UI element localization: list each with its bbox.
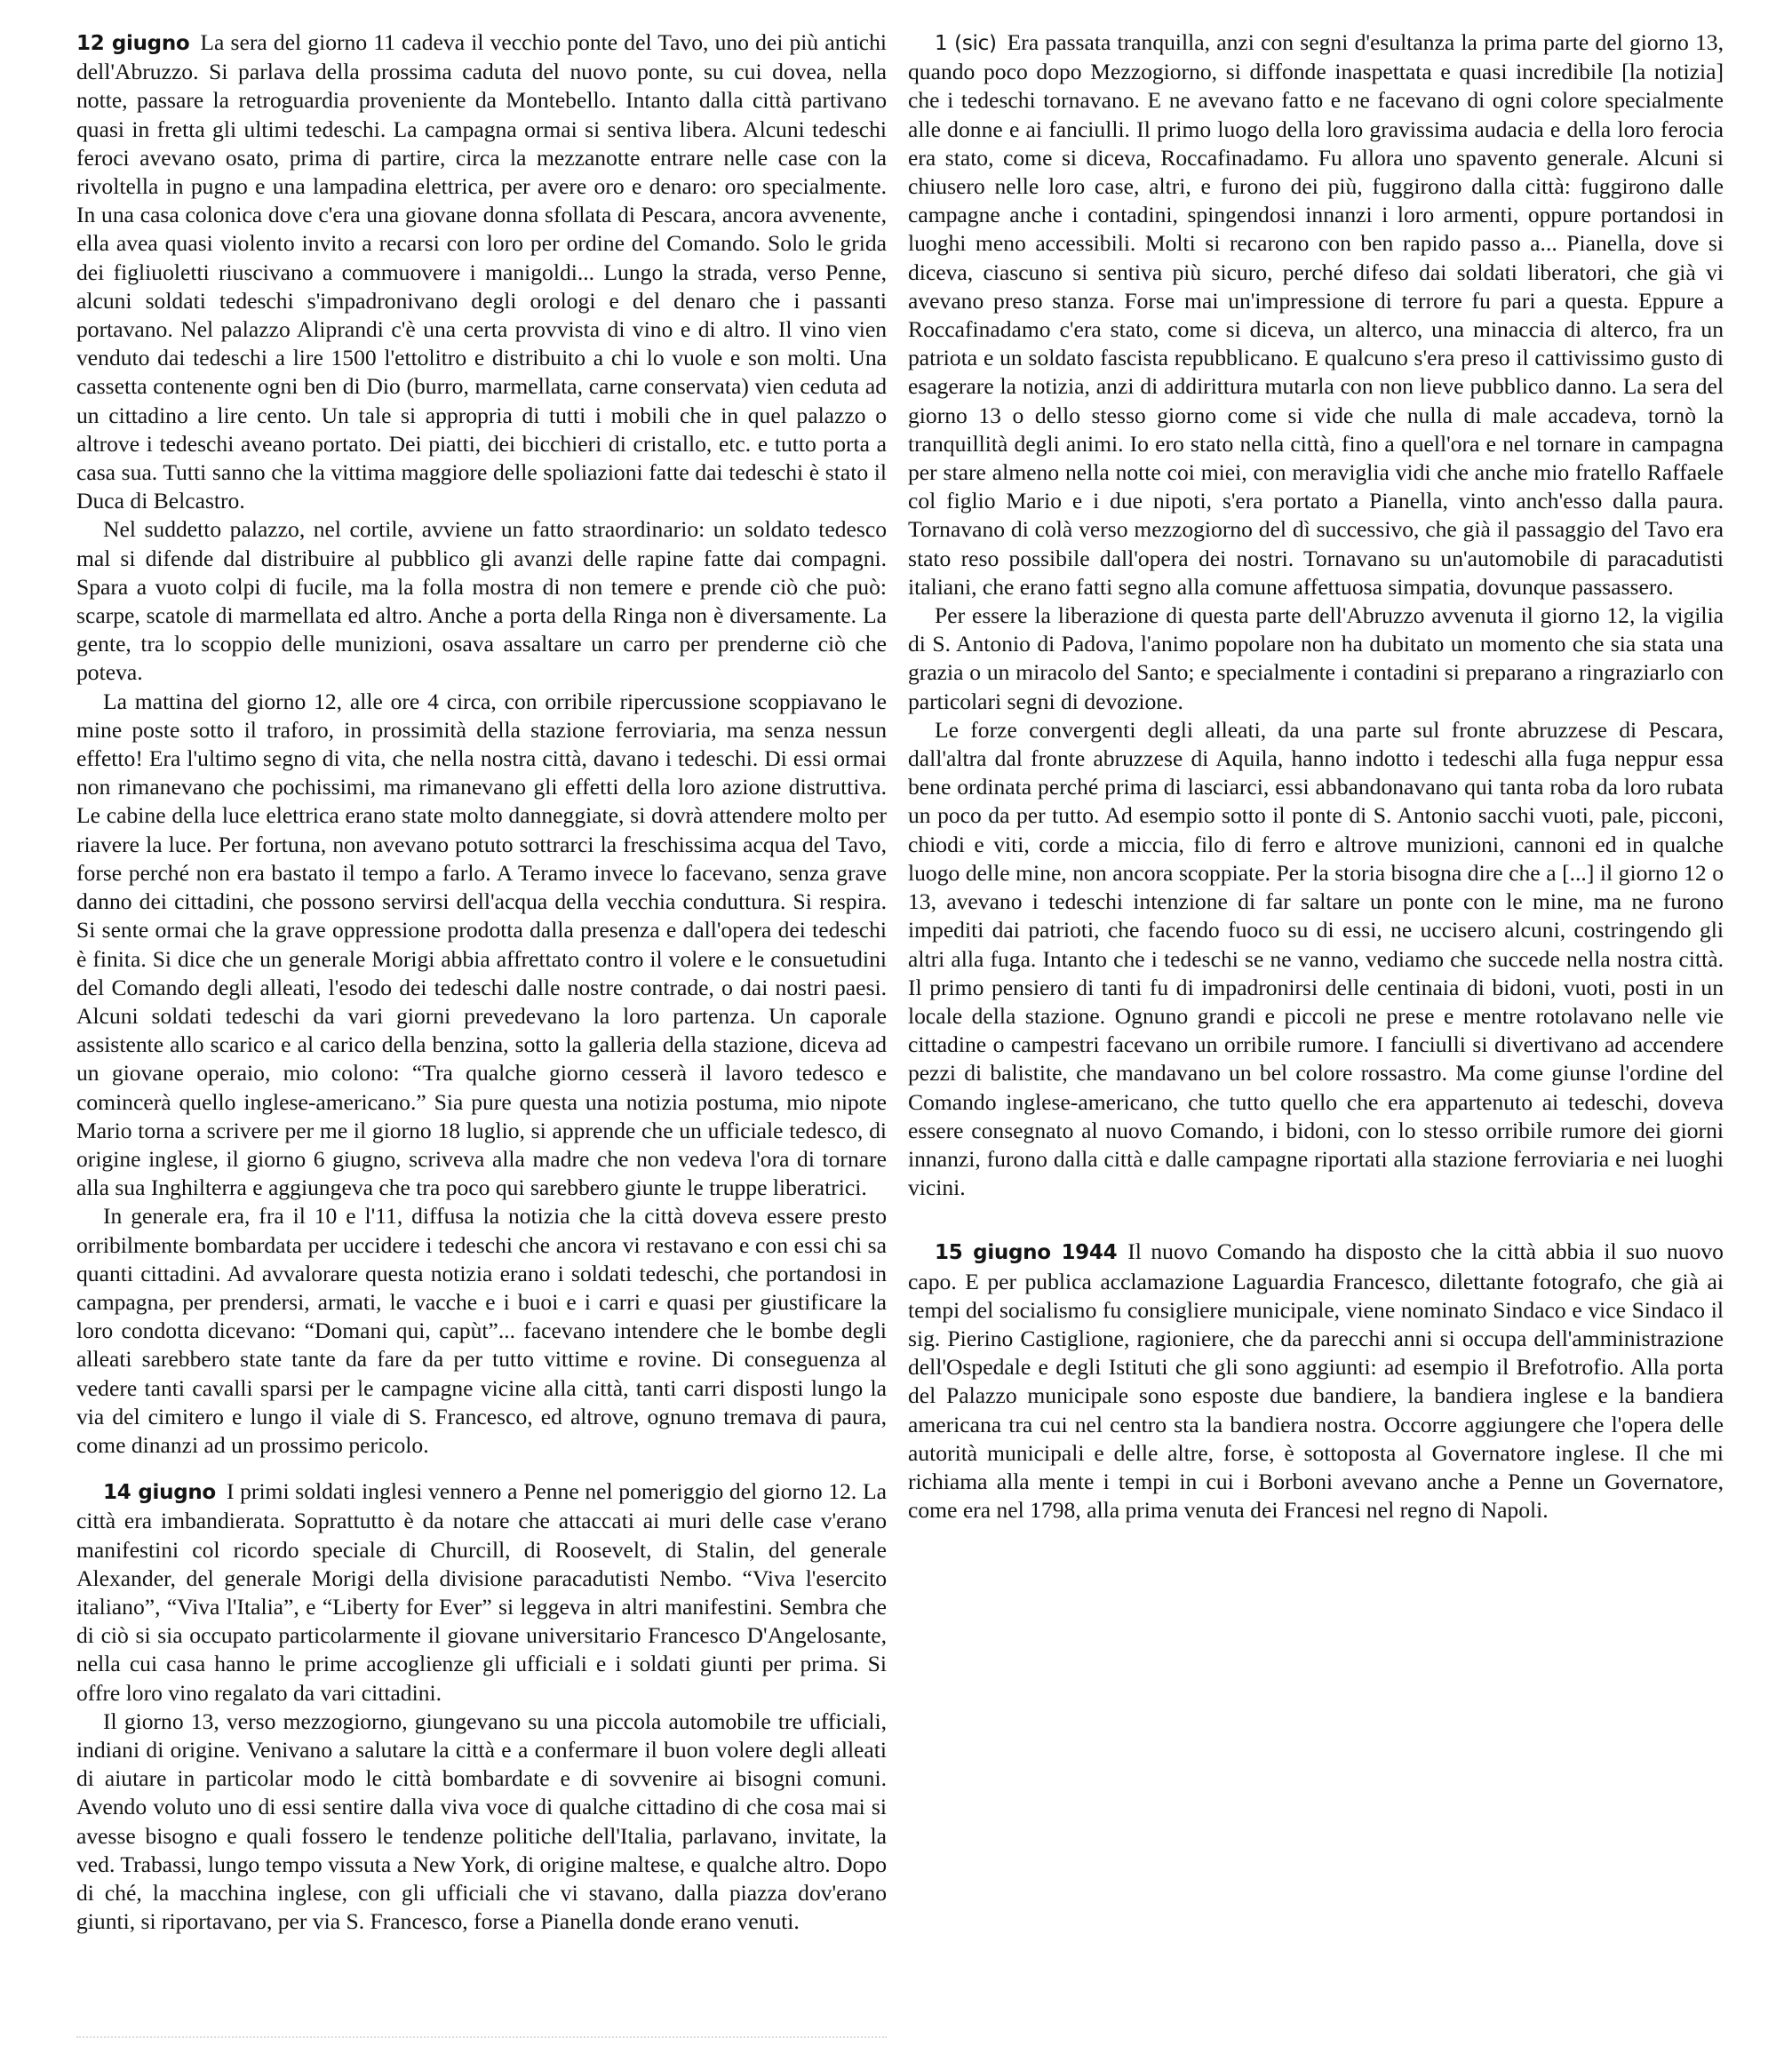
entry-sic-paragraph-2: Per essere la liberazione di questa parte dell'Abruzzo avvenuta il giorno 12, la vigilia di S. Antonio di Padova, l'animo popolare non ha dubitato un momento che sia stata una grazia o un miracolo del Santo; e specialmente i contadini si preparano a ringraziarlo con particolari segni di devozione.: [908, 602, 1724, 714]
page-bottom-artifact: [76, 2036, 887, 2049]
entry-date-15-giugno-1944: 15 giugno 1944: [935, 1241, 1118, 1265]
entry-14-giugno-paragraph-2: Il giorno 13, verso mezzogiorno, giungevano su una piccola automobile tre ufficiali, indiani di origine. Venivano a salutare la città e a confermare il buon volere degli alleati di aiutare in particolar modo le città bombardate e di sovvenire ai bisogni comuni. Avendo voluto uno di essi sentire dalla viva voce di qualche cittadino di che cosa mai si avesse bisogno e quali fossero le tendenze politiche dell'Italia, parlavano, invitate, la ved. Trabassi, lungo tempo vissuta a New York, di origine maltese, e qualche altro. Dopo di ché, la macchina inglese, con gli ufficiali che vi stavano, dalla piazza dov'erano giunti, si riportavano, per via S. Francesco, forse a Pianella donde erano venuti.: [76, 1708, 887, 1935]
entry-sic-paragraph-1: [908, 28, 1724, 601]
paragraph-text: Il nuovo Comando ha disposto che la città abbia il suo nuovo capo. E per publica acclamazione Laguardia Francesco, dilettante fotografo, che già ai tempi del socialismo fu consigliere municipale, viene nominato Sindaco e vice Sindaco il sig. Pierino Castiglione, ragioniere, che da parecchi anni si occupa dell'amministrazione dell'Ospedale e degli Istituti che gli sono aggiunti: ad esempio il Brefotrofio. Alla porta del Palazzo municipale sono esposte due bandiere, la bandiera inglese e la bandiera americana tra cui nel centro sta la bandiera nostra. Occorre aggiungere che l'opera delle autorità municipali e delle altre, forse, è sottoposta al Governatore inglese. Il che mi richiama alla mente i tempi in cui i Borboni avevano anche a Penne un Governatore, come era nel 1798, alla prima venuta dei Francesi nel regno di Napoli.: [908, 1238, 1724, 1524]
entry-12-giugno-paragraph-1: [76, 28, 887, 515]
entry-sic-paragraph-3: Le forze convergenti degli alleati, da una parte sul fronte abruzzese di Pescara, dall'altra dal fronte abruzzese di Aquila, hanno indotto i tedeschi alla fuga neppur essa bene ordinata perché prima di lasciarci, essi abbandonavano qui tanta roba da loro rubata un poco da per tutto. Ad esempio sotto il ponte di S. Antonio sacchi vuoti, pale, picconi, chiodi e viti, corde a miccia, filo di ferro e altrove munizioni, cannoni ed in qualche luogo delle mine, non ancora scoppiate. Per la storia bisogna dire che a [...] il giorno 12 o 13, avevano i tedeschi intenzione di far saltare un ponte con le mine, ma ne furono impediti dai patrioti, che facendo fuoco su di essi, ne uccisero alcuni, costringendo gli altri alla fuga. Intanto che i tedeschi se ne vanno, vediamo che succede nella nostra città. Il primo pensiero di tanti fu di impadronirsi delle centinaia di bidoni, vuoti, posti in un locale della stazione. Ognuno grandi e piccoli ne prese e mentre rotolavano nelle vie cittadine o campestri facevano un orribile rumore. I fanciulli si divertivano ad accendere pezzi di balistite, che mandavano un bel colore rossastro. Ma come giunse l'ordine del Comando inglese-americano, che tutto quello che era appartenuto ai tedeschi, doveva essere consegnato al nuovo Comando, i bidoni, con lo stesso orribile rumore dei giorni innanzi, furono dalla città e dalle campagne riportati alla stazione ferroviaria e nei luoghi vicini.: [908, 716, 1724, 1201]
entry-12-giugno-paragraph-3: La mattina del giorno 12, alle ore 4 circa, con orribile ripercussione scoppiavano le mine poste sotto il traforo, in prossimità della stazione ferroviaria, ma senza nessun effetto! Era l'ultimo segno di vita, che nella nostra città, davano i tedeschi. Di essi ormai non rimanevano che pochissimi, ma rimanevano gli effetti della loro azione distruttiva. Le cabine della luce elettrica erano state molto danneggiate, si dovrà attendere molto per riavere la luce. Per fortuna, non avevano potuto sottrarci la freschissima acqua del Tavo, forse perché non era bastato il tempo a farlo. A Teramo invece lo facevano, senza grave danno dei cittadini, che possono servirsi dell'acqua della vecchia conduttura. Si respira. Si sente ormai che la grave oppressione prodotta dalla presenza e dall'opera dei tedeschi è finita. Si dice che un generale Morigi abbia affrettato contro il volere e le consuetudini del Comando degli alleati, l'esodo dei tedeschi dalle nostre contrade, o dai nostri paesi. Alcuni soldati tedeschi da vari giorni prevedevano la loro partenza. Un caporale assistente allo scarico e al carico della benzina, sotto la galleria della stazione, diceva ad un giovane operaio, mio colono: “Tra qualche giorno cesserà il lavoro tedesco e comincerà quello inglese-americano.” Sia pure questa una notizia postuma, mio nipote Mario torna a scrivere per me il giorno 18 luglio, si apprende che un ufficiale tedesco, di origine inglese, il giorno 6 giugno, scriveva alla madre che non vedeva l'ora di tornare alla sua Inghilterra e aggiungeva che tra poco qui sarebbero giunte le truppe liberatrici.: [76, 688, 887, 1201]
entry-15-giugno-paragraph-1: [908, 1238, 1724, 1525]
right-column: [908, 28, 1724, 1525]
paragraph-text: La sera del giorno 11 cadeva il vecchio ponte del Tavo, uno dei più antichi dell'Abruzzo. Si parlava della prossima caduta del nuovo ponte, su cui dovea, nella notte, passare la retroguardia proveniente da Montebello. Intanto dalla città partivano quasi in fretta gli ultimi tedeschi. La campagna ormai si sentiva libera. Alcuni tedeschi feroci avevano osato, prima di partire, circa la mezzanotte entrare nelle case con la rivoltella in pugno e una lampadina elettrica, per avere oro e denaro: oro specialmente. In una casa colonica dove c'era una giovane donna sfollata di Pescara, ancora avvenente, ella avea quasi violento invito a recarsi con loro per ordine del Comando. Solo le grida dei figliuoletti riuscivano a commuovere i manigoldi... Lungo la strada, verso Penne, alcuni soldati tedeschi s'impadronivano degli orologi e del denaro che i passanti portavano. Nel palazzo Aliprandi c'è una certa provvista di vino e di altro. Il vino vien venduto dai tedeschi a lire 1500 l'ettolitro e distribuito a chi lo vuole e son molti. Una cassetta contenente ogni ben di Dio (burro, marmellata, carne conservata) vien ceduta ad un cittadino a lire cento. Un tale si appropria di tutti i mobili che in quel palazzo o altrove i tedeschi aveano portato. Dei piatti, dei bicchieri di cristallo, etc. e tutto porta a casa sua. Tutti sanno che la vittima maggiore delle spoliazioni fatte dai tedeschi è stato il Duca di Belcastro.: [76, 29, 887, 514]
paragraph-text: I primi soldati inglesi vennero a Penne nel pomeriggio del giorno 12. La città era imbandierata. Soprattutto è da notare che attaccati ai muri delle case v'erano manifestini col ricordo speciale di Churcill, di Roosevelt, di Stalin, del generale Alexander, del generale Morigi della divisione paracadutisti Nembo. “Viva l'esercito italiano”, “Viva l'Italia”, e “Liberty for Ever” si leggeva in altri manifestini. Sembra che di ciò si sia occupato particolarmente il giovane universitario Francesco D'Angelosante, nella cui casa hanno le prime accoglienze gli ufficiali e i soldati giunti per prima. Si offre loro vino regalato da vari cittadini.: [76, 1478, 887, 1706]
entry-date-12-giugno: 12 giugno: [76, 32, 190, 55]
entry-12-giugno-paragraph-2: Nel suddetto palazzo, nel cortile, avviene un fatto straordinario: un soldato tedesco mal si difende dal distribuire al pubblico gli avanzi delle rapine fatte dai compagni. Spara a vuoto colpi di fucile, ma la folla mostra di non temere e prende ciò che può: scarpe, scatole di marmellata ed altro. Anche a porta della Ringa non è diversamente. La gente, tra lo scoppio delle munizioni, osava assaltare un carro per prenderne ciò che poteva.: [76, 516, 887, 686]
left-column: [76, 28, 887, 1936]
entry-date-14-giugno: 14 giugno: [103, 1481, 216, 1505]
entry-12-giugno-paragraph-4: In generale era, fra il 10 e l'11, diffusa la notizia che la città doveva essere presto orribilmente bombardata per uccidere i tedeschi che ancora vi restavano e con essi chi sa quanti cittadini. Ad avvalorare questa notizia erano i soldati tedeschi, che portandosi in campagna, per prendersi, armati, le vacche e i buoi e i carri e quasi per giustificare la loro condotta dicevano: “Domani qui, capùt”... facevano intendere che le bombe degli alleati sarebbero state tante da fare da per tutto vittime e rovine. Di conseguenza al vedere tanti cavalli sparsi per le campagne vicine alla città, tanti carri disposti lungo la via del cimitero e lungo il viale di S. Francesco, ed altrove, ognuno tremava di paura, come dinanzi ad un prossimo pericolo.: [76, 1203, 887, 1458]
entry-14-giugno-paragraph-1: [76, 1477, 887, 1708]
paragraph-text: Era passata tranquilla, anzi con segni d'esultanza la prima parte del giorno 13, quando poco dopo Mezzogiorno, si diffonde inaspettata e quasi incredibile [la notizia] che i tedeschi tornavano. E ne avevano fatto e ne facevano di ogni colore specialmente alle donne e ai fanciulli. Il primo luogo della loro gravissima audacia e della loro ferocia era stato, come si diceva, Roccafinadamo. Fu allora uno spavento generale. Alcuni si chiusero nelle loro case, altri, e furono dei più, fuggirono dalla città: fuggirono dalle campagne anche i contadini, spingendosi innanzi i loro armenti, oppure portandosi in luoghi meno accessibili. Molti si recarono con ben rapido passo a... Pianella, dove si diceva, ciascuno si sentiva più sicuro, perché difeso dai soldati liberatori, che già vi avevano preso stanza. Forse mai un'impressione di terrore fu pari a questa. Eppure a Roccafinadamo c'era stato, come si diceva, un alterco, una minaccia di alterco, fra un patriota e un soldato fascista repubblicano. E qualcuno s'era preso il cattivissimo gusto di esagerare la notizia, anzi di addirittura mutarla con non lieve pubblico danno. La sera del giorno 13 o dello stesso giorno come si vide che nulla di male accadeva, tornò la tranquillità degli animi. Io ero stato nella città, fino a quell'ora e nel tornare in campagna per stare almeno nella notte coi miei, con meraviglia vidi che anche mio fratello Raffaele col figlio Mario e i due nipoti, s'era portato a Pianella, vinto anch'esso dalla paura. Tornavano di colà verso mezzogiorno del dì successivo, che già il passaggio del Tavo era stato reso possibile dall'opera dei nostri. Tornavano su un'automobile di paracadutisti italiani, che erano fatti segno alla comune affettuosa simpatia, dovunque passassero.: [908, 29, 1724, 600]
entry-date-sic: 1 (sic): [935, 32, 997, 55]
